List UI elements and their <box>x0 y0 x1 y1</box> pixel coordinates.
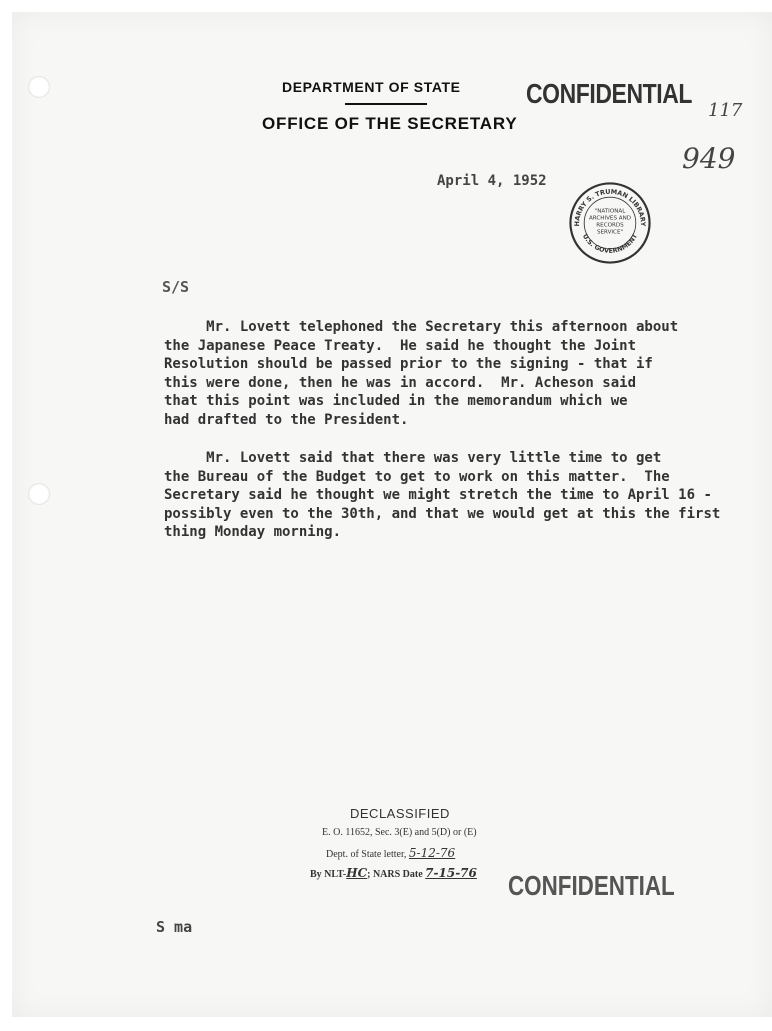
body-line: the Japanese Peace Treaty. He said he thought the Joint <box>164 337 637 354</box>
seal-inner-line: ARCHIVES AND <box>588 215 632 222</box>
body-line: possibly even to the 30th, and that we would get at this the first <box>164 505 721 522</box>
seal-inner-line: RECORDS <box>596 222 624 229</box>
seal-inner-line: "NATIONAL <box>594 208 626 215</box>
confidential-stamp-top <box>526 78 692 110</box>
reviewer-label: By NLT- <box>310 869 347 880</box>
declassification-letter-label: Dept. of State letter, <box>326 849 407 860</box>
body-line: Mr. Lovett said that there was very little time to get <box>164 450 662 466</box>
body-line: thing Monday morning. <box>164 524 342 540</box>
declassified-title: DECLASSIFIED <box>350 806 450 821</box>
seal-outer-bottom-text: U.S. GOVERNMENT <box>580 232 640 255</box>
body-line: this were done, then he was in accord. Mr. Acheson said <box>164 374 637 391</box>
seal-inner-line: SERVICE" <box>596 229 624 236</box>
handwritten-page-number: 117 <box>708 100 743 121</box>
body-line: the Bureau of the Budget to get to work on this matter. The <box>164 468 670 485</box>
declassification-reviewer <box>310 866 477 880</box>
punch-hole <box>28 483 50 505</box>
paragraph-gap <box>164 429 684 449</box>
archive-seal-stamp <box>567 180 653 266</box>
office-heading: OFFICE OF THE SECRETARY <box>262 114 518 133</box>
confidential-stamp-bottom: CONFIDENTIAL <box>508 870 675 901</box>
body-line: had drafted to the President. <box>164 411 409 428</box>
memo-date: April 4, 1952 <box>437 173 547 189</box>
typist-initials: S ma <box>156 918 193 936</box>
confidential-stamp-top-text: CONFIDENTIAL <box>526 78 692 109</box>
reviewer-initials: HC <box>346 866 368 880</box>
declassification-letter <box>326 846 455 860</box>
handwritten-file-number: 949 <box>682 142 736 175</box>
body-line: Mr. Lovett telephoned the Secretary this afternoon about <box>164 319 679 335</box>
punch-hole <box>28 76 50 98</box>
seal-outer-top-text: HARRY S. TRUMAN LIBRARY <box>572 187 647 227</box>
declassification-authority: E. O. 11652, Sec. 3(E) and 5(D) or (E) <box>322 827 477 838</box>
declassification-letter-date: 5-12-76 <box>408 846 456 860</box>
nars-date: 7-15-76 <box>425 866 477 880</box>
department-heading: DEPARTMENT OF STATE <box>282 79 461 95</box>
memo-body <box>164 318 721 542</box>
heading-rule <box>345 103 427 105</box>
body-line: that this point was included in the memorandum which we <box>164 393 628 409</box>
body-line: Resolution should be passed prior to the signing - that if <box>164 356 653 372</box>
nars-date-label: ; NARS Date <box>367 869 423 880</box>
body-line: Secretary said he thought we might stretch the time to April 16 - <box>164 487 712 503</box>
addressee: S/S <box>162 278 190 296</box>
